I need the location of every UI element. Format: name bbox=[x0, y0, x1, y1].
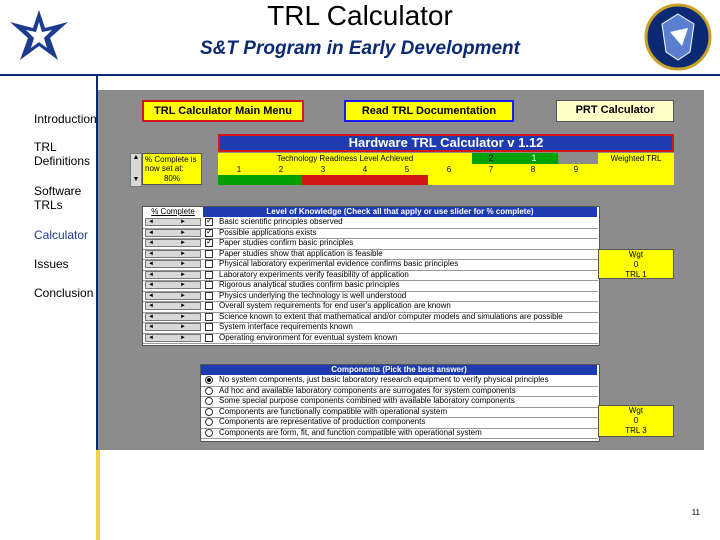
level-indicator-bar bbox=[218, 175, 598, 185]
pct-slider[interactable]: ◄ ► bbox=[145, 260, 201, 268]
knowledge-checkbox[interactable] bbox=[205, 292, 213, 300]
knowledge-checkbox[interactable] bbox=[205, 323, 213, 331]
wgt-trl: TRL 1 bbox=[625, 270, 647, 279]
knowledge-text: Operating environment for eventual system known bbox=[219, 332, 398, 342]
component-row[interactable] bbox=[201, 428, 598, 440]
wgt-trl: TRL 3 bbox=[625, 426, 647, 435]
wgt-value: 0 bbox=[633, 260, 639, 269]
pct-slider[interactable]: ◄ ► bbox=[145, 218, 201, 226]
page-number: 11 bbox=[691, 508, 700, 517]
level-number: 6 bbox=[428, 164, 470, 175]
pct-slider[interactable]: ◄ ► bbox=[145, 302, 201, 310]
pct-slider[interactable]: ◄ ► bbox=[145, 239, 201, 247]
component-text: No system components, just basic laboratory research equipment to verify physical principles bbox=[219, 375, 549, 384]
knowledge-text: System interface requirements known bbox=[219, 322, 353, 331]
weighted-trl-value bbox=[598, 164, 674, 185]
level-number: 7 bbox=[470, 164, 512, 175]
knowledge-list bbox=[143, 217, 598, 343]
component-radio[interactable] bbox=[205, 408, 213, 416]
level-number: 9 bbox=[554, 164, 598, 175]
knowledge-text: Overall system requirements for end user's application are known bbox=[219, 301, 451, 310]
prt-button[interactable]: PRT Calculator bbox=[556, 100, 674, 122]
nav-item-introduction[interactable]: Introduction bbox=[34, 112, 97, 126]
knowledge-text: Physics underlying the technology is well understood bbox=[219, 290, 407, 300]
component-text: Components are functionally compatible with operational system bbox=[219, 406, 448, 416]
component-radio[interactable] bbox=[205, 429, 213, 437]
knowledge-text: Science known to extent that mathematical and/or computer models and simulations are possible bbox=[219, 311, 563, 321]
knowledge-checkbox[interactable] bbox=[205, 250, 213, 258]
pct-slider[interactable]: ◄ ► bbox=[145, 229, 201, 237]
pct-slider[interactable]: ◄ ► bbox=[145, 271, 201, 279]
knowledge-text: Rigorous analytical studies confirm basic principles bbox=[219, 280, 400, 289]
level-number: 3 bbox=[302, 164, 344, 175]
wgt-label: Wgt bbox=[628, 406, 644, 415]
calc-heading: Hardware TRL Calculator v 1.12 bbox=[218, 134, 674, 152]
knowledge-row bbox=[143, 333, 598, 345]
component-radio[interactable] bbox=[205, 418, 213, 426]
trl-achieved-value-a: 2 bbox=[472, 153, 510, 164]
pct-slider[interactable]: ◄ ► bbox=[145, 334, 201, 342]
knowledge-header: Level of Knowledge (Check all that apply or use slider for % complete) bbox=[203, 207, 597, 217]
knowledge-text: Paper studies show that application is feasible bbox=[219, 248, 383, 258]
knowledge-text: Paper studies confirm basic principles bbox=[219, 238, 354, 247]
component-text: Components are representative of production components bbox=[219, 417, 426, 426]
component-radio[interactable] bbox=[205, 397, 213, 405]
pct-note-box: % Complete is now set at: 80% bbox=[142, 153, 202, 185]
weighted-trl-label: Weighted TRL bbox=[598, 153, 674, 164]
sidebar-accent bbox=[96, 450, 100, 540]
wgt-box-3 bbox=[598, 405, 674, 437]
nav-item-conclusion[interactable]: Conclusion bbox=[34, 286, 94, 300]
read-doc-button[interactable]: Read TRL Documentation bbox=[344, 100, 514, 122]
knowledge-checkbox[interactable] bbox=[205, 334, 213, 342]
pct-scroll-arrows[interactable]: ▲ ▼ bbox=[130, 153, 142, 187]
knowledge-checkbox[interactable] bbox=[205, 302, 213, 310]
component-text: Some special purpose components combined with available laboratory components bbox=[219, 396, 515, 405]
knowledge-checkbox[interactable] bbox=[205, 281, 213, 289]
knowledge-checkbox[interactable]: ✓ bbox=[206, 226, 213, 236]
main-menu-button[interactable]: TRL Calculator Main Menu bbox=[142, 100, 304, 122]
level-number-row bbox=[218, 164, 598, 175]
knowledge-text: Physical laboratory experimental evidence confirms basic principles bbox=[219, 259, 459, 268]
air-force-logo bbox=[4, 2, 74, 72]
components-header: Components (Pick the best answer) bbox=[201, 365, 597, 375]
trl-achieved-label: Technology Readiness Level Achieved bbox=[218, 153, 472, 164]
pct-complete-header: % Complete bbox=[143, 207, 203, 217]
nav-item-trl-definitions[interactable]: TRL Definitions bbox=[34, 140, 91, 168]
level-number: 8 bbox=[512, 164, 554, 175]
nav-item-issues[interactable]: Issues bbox=[34, 257, 69, 271]
component-radio[interactable] bbox=[205, 376, 213, 384]
level-number: 5 bbox=[386, 164, 428, 175]
knowledge-checkbox[interactable] bbox=[205, 271, 213, 279]
nav-item-calculator[interactable]: Calculator bbox=[34, 228, 89, 242]
pct-slider[interactable]: ◄ ► bbox=[145, 250, 201, 258]
knowledge-checkbox[interactable] bbox=[205, 313, 213, 321]
knowledge-checkbox[interactable] bbox=[205, 260, 213, 268]
trl-achieved-value-b: 1 bbox=[510, 153, 558, 164]
pct-slider[interactable]: ◄ ► bbox=[145, 292, 201, 300]
component-text: Ad hoc and available laboratory components are surrogates for system components bbox=[219, 385, 516, 395]
knowledge-text: Basic scientific principles observed bbox=[219, 217, 343, 226]
nav-item-software-trls[interactable]: Software TRLs bbox=[34, 184, 82, 212]
components-list bbox=[201, 375, 598, 439]
knowledge-checkbox[interactable]: ✓ bbox=[206, 216, 213, 225]
wgt-box-1 bbox=[598, 249, 674, 279]
level-number: 2 bbox=[260, 164, 302, 175]
wgt-label: Wgt bbox=[628, 250, 644, 259]
pct-slider[interactable]: ◄ ► bbox=[145, 323, 201, 331]
knowledge-checkbox[interactable]: ✓ bbox=[206, 237, 213, 246]
component-text: Components are form, fit, and function compatible with operational system bbox=[219, 427, 482, 437]
seal-emblem bbox=[642, 2, 714, 72]
knowledge-text: Laboratory experiments verify feasibility of application bbox=[219, 269, 409, 279]
header-rule bbox=[0, 74, 720, 76]
knowledge-text: Possible applications exists bbox=[219, 227, 317, 237]
slide-title: TRL Calculator bbox=[267, 0, 453, 31]
level-number: 4 bbox=[344, 164, 386, 175]
wgt-value: 0 bbox=[633, 416, 639, 425]
pct-slider[interactable]: ◄ ► bbox=[145, 281, 201, 289]
component-radio[interactable] bbox=[205, 387, 213, 395]
level-number: 1 bbox=[218, 164, 260, 175]
pct-slider[interactable]: ◄ ► bbox=[145, 313, 201, 321]
slide-subtitle: S&T Program in Early Development bbox=[200, 38, 520, 59]
